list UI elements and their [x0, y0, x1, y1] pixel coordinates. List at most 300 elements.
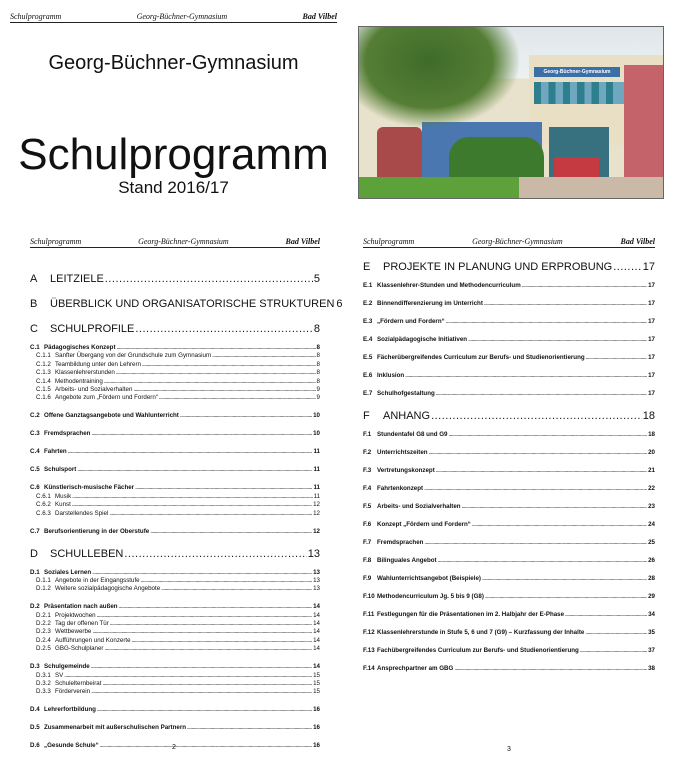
- header-right: Bad Vilbel: [620, 237, 655, 246]
- toc-leader-dots: [100, 742, 312, 749]
- toc-entry-title: Musik: [55, 492, 72, 500]
- toc-entry-page: 17: [642, 261, 655, 273]
- toc-entry-page: 13: [313, 568, 320, 576]
- toc-entry-page: 8: [316, 377, 320, 385]
- toc-entry-page: 17: [648, 300, 655, 307]
- toc-entry[interactable]: [363, 372, 655, 379]
- school-name: Georg-Büchner-Gymnasium: [48, 52, 299, 74]
- toc-entry-title: Angebote in der Eingangsstufe: [55, 576, 140, 584]
- toc-leader-dots: [97, 706, 312, 713]
- toc-entry-title: Fahrten: [44, 448, 67, 456]
- toc-entry-number: F.6: [363, 521, 372, 528]
- toc-entry-title: „Fördern und Fordern“: [377, 318, 445, 325]
- header-left: Schulprogramm: [363, 237, 415, 246]
- toc-entry[interactable]: [363, 354, 655, 361]
- toc-entry-page: 26: [648, 557, 655, 564]
- toc-leader-dots: [462, 503, 648, 510]
- toc-entry[interactable]: [363, 485, 655, 492]
- toc-entry-title: Klassenlehrer-Stunden und Methodencurriculum: [377, 282, 521, 289]
- header-center: Georg-Büchner-Gymnasium: [472, 237, 563, 246]
- toc-entry-page: 12: [313, 509, 320, 517]
- toc-entry[interactable]: [30, 344, 320, 351]
- toc-entry[interactable]: [30, 412, 320, 419]
- toc-entry[interactable]: [30, 386, 320, 393]
- toc-leader-dots: [117, 344, 316, 351]
- toc-entry[interactable]: [30, 510, 320, 517]
- toc-entry-number: D.3.2: [36, 680, 51, 688]
- toc-leader-dots: [161, 585, 312, 592]
- toc-entry-title: Wettbewerbe: [55, 628, 92, 636]
- toc-entry-title: Vertretungskonzept: [377, 467, 435, 474]
- toc-entry-page: 17: [648, 390, 655, 397]
- toc-entry[interactable]: [30, 706, 320, 713]
- toc-entry-title: Fremdsprachen: [44, 430, 91, 438]
- toc-entry-number: E.6: [363, 372, 373, 379]
- toc-leader-dots: [72, 493, 312, 500]
- toc-leader-dots: [431, 410, 642, 422]
- toc-entry-page: 28: [648, 575, 655, 582]
- school-building-photo: [358, 26, 664, 199]
- toc-entry-page: 37: [648, 647, 655, 654]
- toc-entry-page: 6: [336, 298, 343, 310]
- toc-leader-dots: [613, 261, 642, 273]
- toc-entry-title: Binnendifferenzierung im Unterricht: [377, 300, 483, 307]
- toc-entry-page: 15: [313, 671, 320, 679]
- toc-entry-page: 38: [648, 665, 655, 672]
- toc-entry-title: LEITZIELE: [50, 273, 104, 285]
- toc-entry-page: 14: [313, 663, 320, 671]
- toc-entry[interactable]: [363, 431, 655, 438]
- toc-leader-dots: [436, 467, 647, 474]
- toc-entry-page: 14: [313, 620, 320, 628]
- toc-entry-number: D.3.3: [36, 688, 51, 696]
- toc-entry-title: Methodencurriculum Jg. 5 bis 9 (G8): [377, 593, 484, 600]
- toc-entry-page: 13: [307, 547, 320, 560]
- toc-entry[interactable]: [363, 557, 655, 564]
- toc-entry-title: Berufsorientierung in der Oberstufe: [44, 527, 150, 535]
- header-right: Bad Vilbel: [302, 12, 337, 21]
- toc-entry[interactable]: [30, 378, 320, 385]
- toc-entry-page: 13: [313, 576, 320, 584]
- toc-entry-page: 10: [313, 430, 320, 438]
- toc-entry-title: Arbeits- und Sozialverhalten: [55, 385, 133, 393]
- toc-entry-number: C.6.2: [36, 501, 51, 509]
- toc-entry-page: 20: [648, 449, 655, 456]
- document-subtitle: Stand 2016/17: [118, 178, 229, 197]
- toc-entry-number: F.3: [363, 467, 372, 474]
- toc-entry-number: F.9: [363, 575, 372, 582]
- toc-entry-number: F.2: [363, 449, 372, 456]
- toc-entry-title: Weitere sozialpädagogische Angebote: [55, 585, 161, 593]
- header-center: Georg-Büchner-Gymnasium: [138, 237, 229, 246]
- toc-leader-dots: [116, 369, 316, 376]
- toc-leader-dots: [580, 647, 647, 654]
- toc-leader-dots: [109, 510, 312, 517]
- page-number: 2: [172, 744, 176, 751]
- toc-entry-page: 8: [316, 344, 320, 351]
- toc-entry-number: F.8: [363, 557, 372, 564]
- toc-entry-title: Inklusion: [377, 372, 405, 379]
- toc-entry-page: 8: [313, 323, 320, 335]
- building-sign: Georg-Büchner-Gymnasium: [534, 67, 620, 77]
- toc-entry-page: 21: [648, 467, 655, 474]
- toc-entry-page: 15: [313, 680, 320, 688]
- toc-entry-title: Offene Ganztagsangebote und Wahlunterricht: [44, 412, 179, 420]
- toc-entry-number: D.1.2: [36, 585, 51, 593]
- header-left: Schulprogramm: [10, 12, 62, 21]
- toc-entry-number: E.4: [363, 336, 373, 343]
- toc-entry-page: 11: [313, 448, 320, 456]
- toc-entry-title: ANHANG: [383, 410, 431, 422]
- toc-entry-title: Festlegungen für die Präsentationen im 2. Halbjahr der E-Phase: [377, 611, 565, 618]
- toc-entry-number: F.7: [363, 539, 372, 546]
- toc-entry-page: 22: [648, 485, 655, 492]
- toc-entry[interactable]: [30, 612, 320, 619]
- toc-entry-title: SCHULLEBEN: [50, 547, 124, 560]
- toc-leader-dots: [472, 521, 647, 528]
- toc-entry[interactable]: [363, 261, 655, 273]
- toc-entry-page: 14: [313, 645, 320, 653]
- toc-entry-number: F.12: [363, 629, 375, 636]
- toc-entry[interactable]: [30, 394, 320, 401]
- toc-entry-title: Kunst: [55, 501, 71, 509]
- toc-entry[interactable]: [363, 336, 655, 343]
- toc-entry-number: C.1.3: [36, 369, 51, 377]
- toc-entry-number: F.10: [363, 593, 375, 600]
- toc-entry[interactable]: [363, 467, 655, 474]
- toc-leader-dots: [438, 557, 648, 564]
- toc-leader-dots: [436, 390, 647, 397]
- toc-entry-number: D.2.1: [36, 611, 51, 619]
- toc-entry[interactable]: [363, 318, 655, 325]
- toc-entry-title: SV: [55, 671, 64, 679]
- toc-entry[interactable]: [363, 282, 655, 289]
- toc-entry-title: Sanfter Übergang von der Grundschule zum Gymnasium: [55, 352, 212, 360]
- toc-entry[interactable]: [30, 369, 320, 376]
- toc-entry[interactable]: [30, 637, 320, 644]
- toc-leader-dots: [482, 575, 647, 582]
- toc-entry-title: Schulhofgestaltung: [377, 390, 435, 397]
- toc-entry-page: 14: [313, 636, 320, 644]
- toc-entry-page: 17: [648, 318, 655, 325]
- toc-leader-dots: [97, 612, 313, 619]
- toc-entry-title: Unterrichtszeiten: [377, 449, 428, 456]
- toc-entry-page: 14: [313, 611, 320, 619]
- toc-entry[interactable]: [30, 448, 320, 455]
- toc-entry-title: Zusammenarbeit mit außerschulischen Partnern: [44, 724, 187, 732]
- toc-leader-dots: [133, 386, 315, 393]
- toc-entry[interactable]: [30, 628, 320, 635]
- toc-entry-number: C.1: [30, 344, 40, 351]
- table-of-contents-page2: [30, 273, 343, 750]
- toc-entry[interactable]: [363, 539, 655, 546]
- toc-leader-dots: [212, 352, 315, 359]
- toc-entry-page: 13: [313, 585, 320, 593]
- toc-entry-title: Fremdsprachen: [377, 539, 424, 546]
- toc-leader-dots: [92, 628, 312, 635]
- toc-entry-page: 14: [313, 603, 320, 611]
- toc-entry-number: E: [363, 261, 371, 273]
- toc-entry-page: 8: [316, 352, 320, 360]
- toc-entry-title: Bilinguales Angebot: [377, 557, 437, 564]
- toc-entry[interactable]: [30, 273, 320, 285]
- toc-entry-title: Präsentation nach außen: [44, 603, 118, 611]
- toc-leader-dots: [105, 273, 313, 285]
- toc-entry-page: 9: [316, 394, 320, 402]
- toc-entry-number: D.3: [30, 663, 40, 671]
- toc-entry-title: Tag der offenen Tür: [55, 620, 109, 628]
- toc-entry-number: E.3: [363, 318, 373, 325]
- toc-entry-title: Darstellendes Spiel: [55, 509, 109, 517]
- toc-entry-number: C.1.6: [36, 394, 51, 402]
- header-left: Schulprogramm: [30, 237, 82, 246]
- toc-leader-dots: [124, 548, 306, 560]
- toc-entry-title: Ansprechpartner am GBG: [377, 665, 454, 672]
- toc-leader-dots: [429, 449, 648, 456]
- toc-entry[interactable]: [30, 484, 320, 491]
- toc-entry[interactable]: [30, 577, 320, 584]
- toc-entry-page: 17: [648, 282, 655, 289]
- toc-leader-dots: [105, 645, 313, 652]
- toc-entry-page: 29: [648, 593, 655, 600]
- toc-entry-number: C.1.1: [36, 352, 51, 360]
- toc-leader-dots: [585, 629, 647, 636]
- toc-entry[interactable]: [30, 466, 320, 473]
- toc-leader-dots: [104, 378, 316, 385]
- toc-leader-dots: [522, 282, 647, 289]
- toc-entry[interactable]: [30, 501, 320, 508]
- toc-entry[interactable]: [363, 449, 655, 456]
- toc-leader-dots: [187, 724, 312, 731]
- toc-entry-page: 12: [313, 527, 320, 535]
- table-of-contents-page3: [363, 261, 655, 672]
- header-center: Georg-Büchner-Gymnasium: [136, 12, 228, 21]
- toc-entry-number: F.11: [363, 611, 375, 618]
- toc-entry-number: C.6: [30, 484, 40, 492]
- toc-entry-title: GBG-Schulplaner: [55, 645, 104, 653]
- toc-entry[interactable]: [363, 300, 655, 307]
- toc-entry-title: Konzept „Fördern und Fordern“: [377, 521, 471, 528]
- toc-entry-number: C.7: [30, 527, 40, 535]
- toc-leader-dots: [91, 430, 312, 437]
- toc-entry-number: D.2.5: [36, 645, 51, 653]
- toc-leader-dots: [91, 688, 312, 695]
- document-title: Schulprogramm: [18, 130, 329, 179]
- toc-leader-dots: [484, 300, 647, 307]
- toc-entry-number: C.4: [30, 448, 40, 456]
- toc-leader-dots: [448, 431, 647, 438]
- toc-entry-page: 25: [648, 539, 655, 546]
- toc-entry-page: 16: [313, 742, 320, 750]
- toc-entry-page: 16: [313, 724, 320, 732]
- toc-entry-number: D.4: [30, 706, 40, 714]
- toc-entry[interactable]: [30, 585, 320, 592]
- toc-entry-number: D.1.1: [36, 576, 51, 584]
- toc-entry-number: D.1: [30, 568, 40, 576]
- toc-entry-page: 18: [648, 431, 655, 438]
- toc-leader-dots: [446, 318, 647, 325]
- page-number: 3: [507, 746, 511, 753]
- toc-entry-page: 17: [648, 372, 655, 379]
- toc-entry-page: 18: [642, 410, 655, 422]
- toc-entry-title: Fächerübergreifendes Curriculum zur Berufs- und Studienorientierung: [377, 354, 585, 361]
- toc-entry-number: C.3: [30, 430, 40, 438]
- toc-entry-number: F.4: [363, 485, 372, 492]
- toc-entry-number: C.2: [30, 412, 40, 420]
- toc-leader-dots: [132, 637, 313, 644]
- toc-leader-dots: [424, 485, 647, 492]
- toc-entry[interactable]: [363, 647, 655, 654]
- toc-entry-page: 8: [316, 369, 320, 377]
- toc-entry-title: Soziales Lernen: [44, 568, 92, 576]
- toc-entry-title: Schulelternbeirat: [55, 680, 102, 688]
- toc-entry[interactable]: [30, 724, 320, 731]
- toc-entry-number: E.7: [363, 390, 373, 397]
- toc-leader-dots: [92, 569, 312, 576]
- toc-entry-page: 10: [313, 412, 320, 420]
- toc-entry-number: B: [30, 298, 38, 310]
- toc-leader-dots: [565, 611, 647, 618]
- toc-entry-number: F.13: [363, 647, 375, 654]
- toc-entry[interactable]: [30, 298, 343, 310]
- header-right: Bad Vilbel: [285, 237, 320, 246]
- toc-entry-number: D: [30, 547, 38, 560]
- toc-entry-number: D.2.2: [36, 620, 51, 628]
- toc-entry-number: A: [30, 273, 38, 285]
- toc-leader-dots: [468, 336, 647, 343]
- toc-leader-dots: [91, 663, 312, 670]
- toc-leader-dots: [180, 412, 312, 419]
- toc-entry[interactable]: [363, 611, 655, 618]
- toc-entry-title: Angebote zum „Fördern und Fordern“: [55, 394, 158, 402]
- toc-entry-title: Schulsport: [44, 466, 77, 474]
- toc-entry[interactable]: [363, 521, 655, 528]
- toc-entry-title: SCHULPROFILE: [50, 323, 135, 335]
- toc-entry-number: D.2.3: [36, 628, 51, 636]
- page2-header: [30, 237, 320, 248]
- toc-entry-number: C.1.4: [36, 377, 51, 385]
- toc-entry[interactable]: [30, 603, 320, 610]
- toc-entry-number: F.14: [363, 665, 375, 672]
- toc-entry-title: Projektwochen: [55, 611, 96, 619]
- toc-entry-title: Förderverein: [55, 688, 91, 696]
- cover-header: [10, 12, 337, 23]
- toc-entry-number: F: [363, 410, 370, 422]
- toc-entry[interactable]: [30, 361, 320, 368]
- toc-entry-page: 17: [648, 336, 655, 343]
- toc-entry-page: 23: [648, 503, 655, 510]
- toc-leader-dots: [135, 484, 312, 491]
- toc-entry-number: D.2.4: [36, 636, 51, 644]
- toc-entry[interactable]: [30, 645, 320, 652]
- toc-entry-number: C.1.2: [36, 360, 51, 368]
- toc-entry-title: Wahlunterrichtsangebot (Beispiele): [377, 575, 481, 582]
- toc-entry-page: 11: [313, 466, 320, 474]
- toc-entry-number: F.5: [363, 503, 372, 510]
- toc-entry[interactable]: [30, 493, 320, 500]
- toc-entry-number: C.5: [30, 466, 40, 474]
- toc-entry[interactable]: [363, 593, 655, 600]
- toc-entry-number: E.5: [363, 354, 373, 361]
- page3-header: [363, 237, 655, 248]
- toc-entry[interactable]: [363, 629, 655, 636]
- toc-entry-title: Klassenlehrerstunde in Stufe 5, 6 und 7 (G9) – Kurzfassung der Inhalte: [377, 629, 585, 636]
- toc-entry-page: 12: [313, 501, 320, 509]
- toc-entry-title: Arbeits- und Sozialverhalten: [377, 503, 461, 510]
- toc-entry-title: ÜBERBLICK UND ORGANISATORISCHE STRUKTUREN: [50, 298, 335, 310]
- toc-entry[interactable]: [30, 672, 320, 679]
- toc-entry-number: C.6.3: [36, 509, 51, 517]
- toc-entry[interactable]: [30, 620, 320, 627]
- toc-entry-title: Künstlerisch-musische Fächer: [44, 484, 135, 492]
- toc-entry-title: PROJEKTE IN PLANUNG UND ERPROBUNG: [383, 261, 613, 273]
- toc-entry-number: C.1.5: [36, 385, 51, 393]
- toc-leader-dots: [110, 620, 312, 627]
- toc-entry-title: Sozialpädagogische Initiativen: [377, 336, 468, 343]
- toc-entry[interactable]: [30, 352, 320, 359]
- toc-entry-page: 11: [313, 492, 320, 500]
- toc-entry-page: 9: [316, 385, 320, 393]
- toc-leader-dots: [119, 603, 313, 610]
- toc-leader-dots: [454, 665, 647, 672]
- toc-entry[interactable]: [363, 503, 655, 510]
- toc-leader-dots: [424, 539, 647, 546]
- toc-entry-title: Stundentafel G8 und G9: [377, 431, 448, 438]
- toc-entry[interactable]: [363, 390, 655, 397]
- toc-entry-title: Fachübergreifendes Curriculum zur Berufs- und Studienorientierung: [377, 647, 579, 654]
- toc-entry-title: Methodentraining: [55, 377, 103, 385]
- toc-leader-dots: [405, 372, 647, 379]
- toc-entry-title: Fahrtenkonzept: [377, 485, 424, 492]
- toc-entry[interactable]: [30, 680, 320, 687]
- toc-leader-dots: [150, 528, 312, 535]
- toc-entry-number: D.2: [30, 603, 40, 611]
- toc-entry[interactable]: [30, 688, 320, 695]
- toc-entry-title: Lehrerfortbildung: [44, 706, 96, 714]
- toc-entry-page: 15: [313, 688, 320, 696]
- toc-entry-number: C.6.1: [36, 492, 51, 500]
- toc-entry[interactable]: [363, 410, 655, 422]
- toc-entry[interactable]: [30, 548, 320, 560]
- toc-entry[interactable]: [363, 665, 655, 672]
- toc-entry[interactable]: [30, 323, 320, 335]
- toc-entry[interactable]: [363, 575, 655, 582]
- toc-entry-page: 5: [313, 273, 320, 285]
- toc-entry[interactable]: [30, 528, 320, 535]
- toc-leader-dots: [142, 361, 316, 368]
- toc-entry-number: D.5: [30, 724, 40, 732]
- toc-leader-dots: [77, 466, 312, 473]
- toc-leader-dots: [135, 323, 313, 335]
- toc-entry-page: 14: [313, 628, 320, 636]
- toc-entry[interactable]: [30, 663, 320, 670]
- toc-entry-page: 16: [313, 706, 320, 714]
- toc-entry-page: 8: [316, 360, 320, 368]
- toc-entry-title: „Gesunde Schule“: [44, 742, 99, 750]
- toc-entry-title: Klassenlehrerstunden: [55, 369, 115, 377]
- toc-leader-dots: [159, 394, 316, 401]
- toc-entry-number: F.1: [363, 431, 372, 438]
- toc-entry-number: C: [30, 323, 38, 335]
- toc-leader-dots: [68, 448, 313, 455]
- toc-leader-dots: [485, 593, 647, 600]
- toc-leader-dots: [64, 672, 312, 679]
- toc-entry-number: D.3.1: [36, 671, 51, 679]
- toc-entry-title: Pädagogisches Konzept: [44, 344, 116, 351]
- toc-entry[interactable]: [30, 430, 320, 437]
- toc-leader-dots: [141, 577, 312, 584]
- toc-entry[interactable]: [30, 569, 320, 576]
